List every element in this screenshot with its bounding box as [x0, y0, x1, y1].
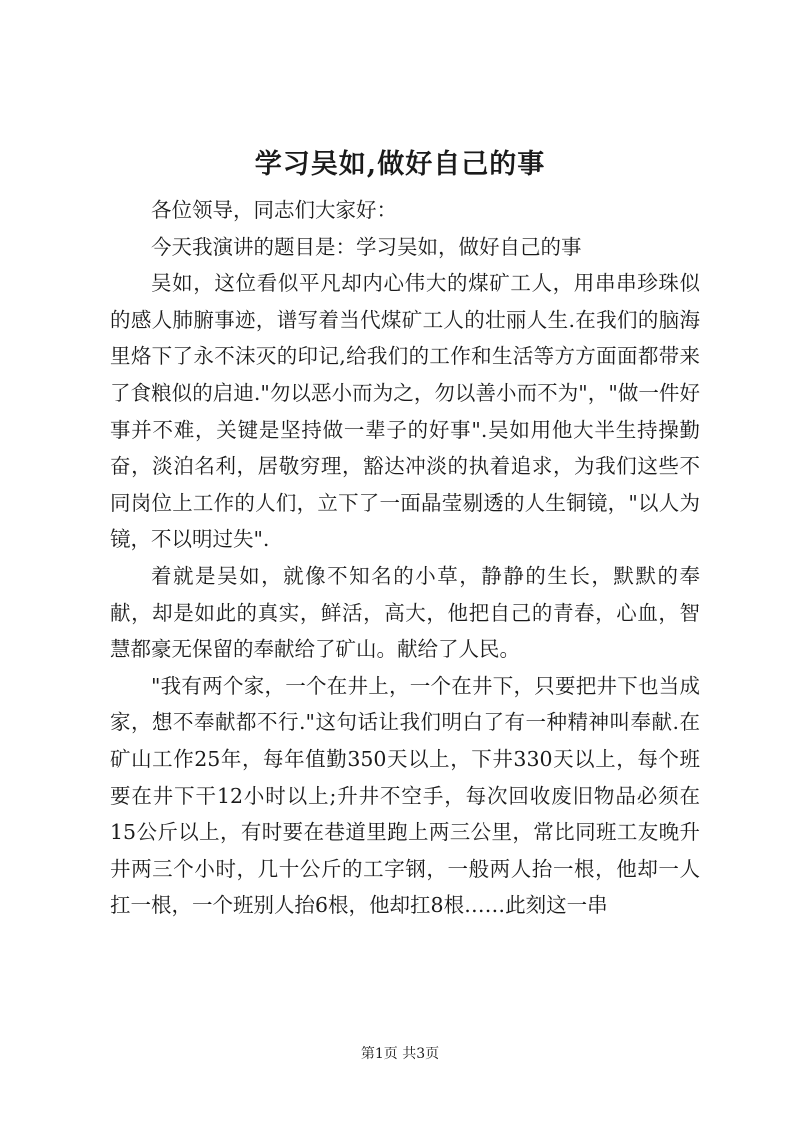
paragraph-topic: 今天我演讲的题目是：学习吴如，做好自己的事 [151, 234, 582, 259]
page-footer: 第1页 共3页 [360, 1046, 440, 1062]
paragraph-greeting: 各位领导，同志们大家好： [151, 198, 397, 222]
paragraph-grass: 着就是吴如，就像不知名的小草，静静的生长，默默的奉献，却是如此的真实，鲜活，高大，他把自己的青春，心血，智慧都豪无保留的奉献给了矿山。献给了人民。 [110, 563, 700, 662]
document-title: 学习吴如,做好自己的事 [254, 149, 546, 180]
document-body [110, 192, 700, 924]
paragraph-two-homes: "我有两个家，一个在井上，一个在井下，只要把井下也当成家，想不奉献都不行."这句话让我们明白了有一种精神叫奉献.在矿山工作25年，每年值勤350天以上，下井330天以上，每个班要在井下干12小时以上;升井不空手，每次回收废旧物品必须在15公斤以上，有时要在巷道里跑上两三公里，常比同班工友晚升井两三个小时，几十公斤的工字钢，一般两人抬一根，他却一人扛一根，一个班别人抬6根，他却扛8根……此刻这一串 [110, 673, 700, 918]
paragraph-intro: 吴如，这位看似平凡却内心伟大的煤矿工人，用串串珍珠似的感人肺腑事迹，谱写着当代煤矿工人的壮丽人生.在我们的脑海里烙下了永不沫灭的印记,给我们的工作和生活等方方面面都带来了食粮似的启迪."勿以恶小而为之，勿以善小而不为"，"做一件好事并不难，关键是坚持做一辈子的好事".吴如用他大半生持操勤奋，淡泊名利，居敬穷理，豁达冲淡的执着追求，为我们这些不同岗位上工作的人们，立下了一面晶莹剔透的人生铜镜，"以人为镜，不以明过失". [110, 271, 700, 552]
